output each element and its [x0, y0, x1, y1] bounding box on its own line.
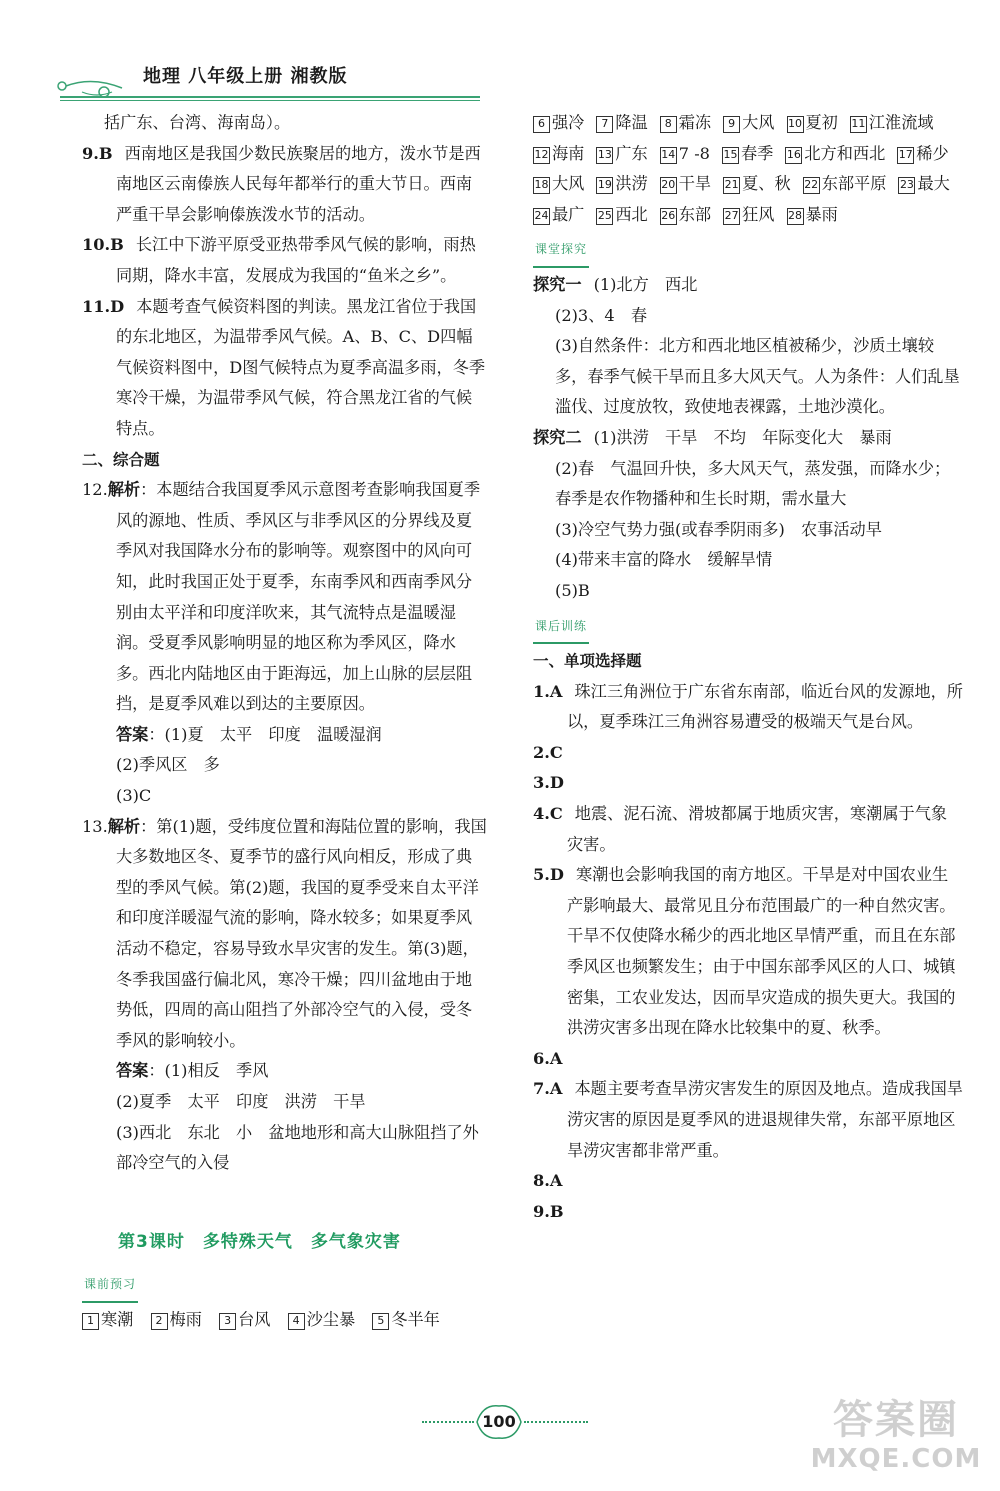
- blank-number-box: 15: [722, 147, 739, 164]
- blank-number-box: 5: [372, 1313, 389, 1330]
- answer-text: ：第(1)题，受纬度位置和海陆位置的影响，我国大多数地区冬、夏季节的盛行风向相反，形成了典型的季风气候。第(2)题，我国的夏季受来自太平洋和印度洋暖湿气流的影响，降水较多；如果夏季风活动不稳定，容易导致水旱灾害的发生。第(3)题，冬季我国盛行偏北风，寒冷干燥；四川盆地由于地势低，四周的高山阻挡了外部冷空气的入侵，受冬季风的影响较小。: [116, 816, 487, 1050]
- fill-item: [596, 113, 647, 132]
- header-rule-thin: [60, 100, 480, 101]
- fill-answer: 暴雨: [805, 204, 838, 224]
- footer-dots-right: [524, 1421, 588, 1423]
- section-heading: 一、单项选择题: [533, 652, 642, 671]
- blank-number-box: 20: [660, 177, 677, 194]
- answer-line: 括广东、台湾、海南岛）。: [104, 113, 291, 132]
- page-title: 地理 八年级上册 湘教版: [143, 66, 348, 87]
- blank-number-box: 21: [723, 177, 740, 194]
- fill-answer: 霜冻: [678, 113, 712, 132]
- blank-number-box: 23: [898, 177, 915, 194]
- fill-answer: 大风: [742, 113, 775, 132]
- fill-item: [533, 113, 584, 132]
- blank-number-box: 2: [151, 1313, 168, 1330]
- answer-text: 珠江三角洲位于广东省东南部，临近台风的发源地，所以，夏季珠江三角洲容易遭受的极端天气是台风。: [567, 681, 963, 732]
- lesson-title: 第3课时 多特殊天气 多气象灾害: [118, 1231, 401, 1252]
- question-number: 9.B: [533, 1201, 564, 1221]
- answer-2: [533, 738, 963, 769]
- answer-text: 本题考查气候资料图的判读。黑龙江省位于我国的东北地区，为温带季风气候。A、B、C、D四幅气候资料图中，D图气候特点为夏季高温多雨，冬季寒冷干燥，为温带季风气候，符合黑龙江省的气候特点。: [116, 296, 486, 438]
- page-header: [0, 0, 1000, 110]
- fill-answer: 夏初: [805, 113, 838, 132]
- explore-label: 探究一: [533, 274, 582, 294]
- answer-key: (2)春 气温回升快，多大风天气，蒸发强，而降水少；春季是农作物播种和生长时期，需水量大: [555, 458, 951, 509]
- fill-answer: 海南: [552, 143, 585, 163]
- class-tag: 课堂探究: [533, 234, 589, 268]
- blank-number-box: 3: [219, 1313, 236, 1330]
- question-number: 4.C: [533, 804, 563, 824]
- footer-dots-left: [422, 1421, 474, 1423]
- answer-8: [533, 1166, 963, 1197]
- watermark-url: MXQE.COM: [810, 1444, 982, 1474]
- fill-answer: 强冷: [552, 113, 585, 132]
- answer-key: (2)3、4 春: [555, 305, 648, 325]
- fill-answer: 北方和西北: [804, 143, 886, 163]
- blank-number-box: 27: [723, 208, 740, 225]
- fill-item: [288, 1310, 356, 1329]
- right-column: [533, 108, 963, 1227]
- fill-item: [219, 1310, 270, 1329]
- explore-two: [533, 423, 963, 454]
- fill-item: [722, 144, 773, 163]
- header-rule: [60, 96, 480, 98]
- fill-answer: 台风: [238, 1309, 271, 1329]
- answer-q11: [82, 292, 487, 445]
- fill-item: [372, 1310, 440, 1329]
- fill-item: [897, 144, 948, 163]
- answer-4: [533, 799, 963, 860]
- fill-item: [533, 205, 584, 224]
- blank-number-box: 4: [288, 1313, 305, 1330]
- fill-answer: 7 -8: [678, 143, 710, 163]
- after-class-tag: 课后训练: [533, 611, 589, 645]
- answer-6: [533, 1044, 963, 1075]
- fill-item: [660, 174, 711, 193]
- blank-number-box: 6: [533, 116, 550, 133]
- fill-item: [723, 205, 774, 224]
- question-number: 10.B: [82, 235, 124, 255]
- blank-number-box: 17: [897, 147, 914, 164]
- question-number: 7.A: [533, 1079, 563, 1099]
- answer-key: (2)夏季 太平 印度 洪涝 干旱: [116, 1092, 366, 1111]
- preview-tag: 课前预习: [82, 1269, 138, 1303]
- fill-answer: 降温: [615, 113, 648, 132]
- fill-item: [787, 205, 838, 224]
- answer-text: 西南地区是我国少数民族聚居的地方，泼水节是西南地区云南傣族人民每年都举行的重大节日。西南严重干旱会影响傣族泼水节的活动。: [116, 143, 481, 224]
- answer-key: (5)B: [555, 580, 590, 600]
- left-column: [82, 108, 487, 1336]
- explore-label: 探究二: [533, 427, 582, 447]
- fill-answer: 梅雨: [169, 1309, 202, 1329]
- blank-number-box: 22: [803, 177, 820, 194]
- fill-answer: 最广: [552, 204, 585, 224]
- blank-number-box: 28: [787, 208, 804, 225]
- question-number: 12.: [82, 480, 108, 500]
- blank-number-box: 11: [850, 116, 867, 133]
- fill-item: [723, 113, 774, 132]
- question-number: 8.A: [533, 1171, 563, 1191]
- fill-item: [596, 205, 647, 224]
- answer-text: ：本题结合我国夏季风示意图考查影响我国夏季风的源地、性质、季风区与非季风区的分界线及夏季风对我国降水分布的影响等。观察图中的风向可知，此时我国正处于夏季，东南季风和西南季风分别由太平洋和印度洋吹来，其气流特点是温暖湿润。受夏季风影响明显的地区称为季风区，降水多。西北内陆地区由于距海远，加上山脉的层层阻挡，是夏季风难以到达的主要原因。: [116, 480, 481, 714]
- answer-q12: [82, 475, 487, 720]
- blank-number-box: 7: [596, 116, 613, 133]
- blank-number-box: 8: [660, 116, 677, 133]
- fill-answer: 春季: [740, 143, 774, 163]
- blank-number-box: 13: [596, 147, 613, 164]
- fill-answer: 稀少: [916, 143, 949, 163]
- fill-item: [82, 1310, 133, 1329]
- fill-item: [660, 205, 711, 224]
- fill-answer: 狂风: [742, 204, 775, 224]
- answer-7: [533, 1074, 963, 1166]
- fill-answer: 东部平原: [821, 174, 887, 194]
- fill-answer: 沙尘暴: [306, 1309, 356, 1329]
- fill-answer: 江淮流域: [868, 113, 934, 132]
- watermark-logo: [806, 1398, 986, 1484]
- answer-key: (2)季风区 多: [116, 755, 220, 775]
- answer-text: 长江中下游平原受亚热带季风气候的影响，雨热同期，降水丰富，发展成为我国的“鱼米之乡”。: [116, 235, 476, 285]
- fill-answer: 夏、秋: [742, 174, 791, 194]
- fill-item: [151, 1310, 202, 1329]
- answer-label: 答案: [116, 1061, 149, 1081]
- blank-number-box: 18: [533, 177, 550, 194]
- fill-list: [533, 108, 963, 230]
- fill-item: [850, 113, 934, 132]
- answer-key: (3)C: [116, 786, 152, 806]
- question-number: 3.D: [533, 773, 564, 793]
- answer-text: 本题主要考查旱涝灾害发生的原因及地点。造成我国旱涝灾害的原因是夏季风的进退规律失常，东部平原地区旱涝灾害都非常严重。: [567, 1079, 963, 1160]
- question-number: 2.C: [533, 742, 563, 762]
- blank-number-box: 24: [533, 208, 550, 225]
- blank-number-box: 25: [596, 208, 613, 225]
- question-number: 13.: [82, 816, 108, 836]
- answer-key: (3)冷空气势力强(或春季阴雨多) 农事活动早: [555, 519, 882, 539]
- fill-answer: 西北: [615, 204, 648, 224]
- answer-label: 答案: [116, 724, 149, 744]
- explore-one: [533, 270, 963, 301]
- fill-item: [898, 174, 949, 193]
- fill-item: [596, 144, 647, 163]
- preview-fill-list: [82, 1305, 487, 1336]
- blank-number-box: 10: [787, 116, 804, 133]
- answer-text: (1)北方 西北: [593, 274, 698, 294]
- fill-item: [787, 113, 838, 132]
- fill-item: [660, 144, 710, 163]
- answer-key: (3)西北 东北 小 盆地地形和高大山脉阻挡了外部冷空气的入侵: [116, 1122, 479, 1173]
- answer-text: 寒潮也会影响我国的南方地区。干旱是对中国农业生产影响最大、最常见且分布范围最广的一种自然灾害。干旱不仅使降水稀少的西北地区旱情严重，而且在东部季风区也频繁发生；由于中国东部季风区的人口、城镇密集，工农业发达，因而旱灾造成的损失更大。我国的洪涝灾害多出现在降水比较集中的夏、秋季。: [567, 865, 956, 1038]
- answer-9: [533, 1197, 963, 1228]
- question-number: 11.D: [82, 296, 125, 316]
- answer-key: [82, 1056, 487, 1087]
- fill-answer: 冬半年: [391, 1309, 440, 1329]
- answer-q13: [82, 812, 487, 1057]
- answer-key: [82, 720, 487, 751]
- blank-number-box: 1: [82, 1313, 99, 1330]
- blank-number-box: 26: [660, 208, 677, 225]
- blank-number-box: 9: [723, 116, 740, 133]
- answer-q10: [82, 230, 487, 291]
- fill-answer: 最大: [917, 174, 950, 194]
- fill-answer: 干旱: [678, 174, 712, 194]
- answer-text: (1)洪涝 干旱 不均 年际变化大 暴雨: [593, 427, 892, 447]
- answer-key: (4)带来丰富的降水 缓解旱情: [555, 550, 773, 570]
- fill-item: [785, 144, 885, 163]
- fill-item: [533, 144, 584, 163]
- answer-text: ：(1)相反 季风: [148, 1061, 269, 1081]
- answer-q9: [82, 139, 487, 231]
- watermark-text: 答案圈: [833, 1397, 959, 1443]
- question-number: 9.B: [82, 143, 113, 163]
- fill-item: [596, 174, 647, 193]
- fill-item: [803, 174, 887, 193]
- fill-item: [660, 113, 711, 132]
- fill-answer: 大风: [552, 174, 585, 194]
- blank-number-box: 19: [596, 177, 613, 194]
- question-number: 1.A: [533, 681, 563, 701]
- fill-answer: 洪涝: [615, 174, 648, 194]
- answer-5: [533, 860, 963, 1044]
- section-heading: 二、综合题: [82, 450, 160, 469]
- answer-key: (3)自然条件：北方和西北地区植被稀少，沙质土壤较多，春季气候干旱而且多大风天气。人为条件：人们乱垦滥伐、过度放牧，致使地表裸露，土地沙漠化。: [555, 336, 960, 417]
- fill-answer: 东部: [678, 204, 712, 224]
- page-number: 100: [482, 1412, 516, 1431]
- answer-1: [533, 677, 963, 738]
- fill-item: [723, 174, 791, 193]
- answer-text: 地震、泥石流、滑坡都属于地质灾害，寒潮属于气象灾害。: [567, 804, 948, 854]
- fill-item: [533, 174, 584, 193]
- analysis-label: 解析: [107, 480, 141, 500]
- answer-text: ：(1)夏 太平 印度 温暖湿润: [148, 724, 382, 744]
- blank-number-box: 14: [660, 147, 677, 164]
- blank-number-box: 12: [533, 147, 550, 164]
- question-number: 6.A: [533, 1048, 563, 1068]
- answer-3: [533, 768, 963, 799]
- question-number: 5.D: [533, 865, 564, 885]
- fill-answer: 寒潮: [101, 1309, 134, 1329]
- blank-number-box: 16: [785, 147, 802, 164]
- fill-answer: 广东: [615, 143, 648, 163]
- analysis-label: 解析: [107, 816, 141, 836]
